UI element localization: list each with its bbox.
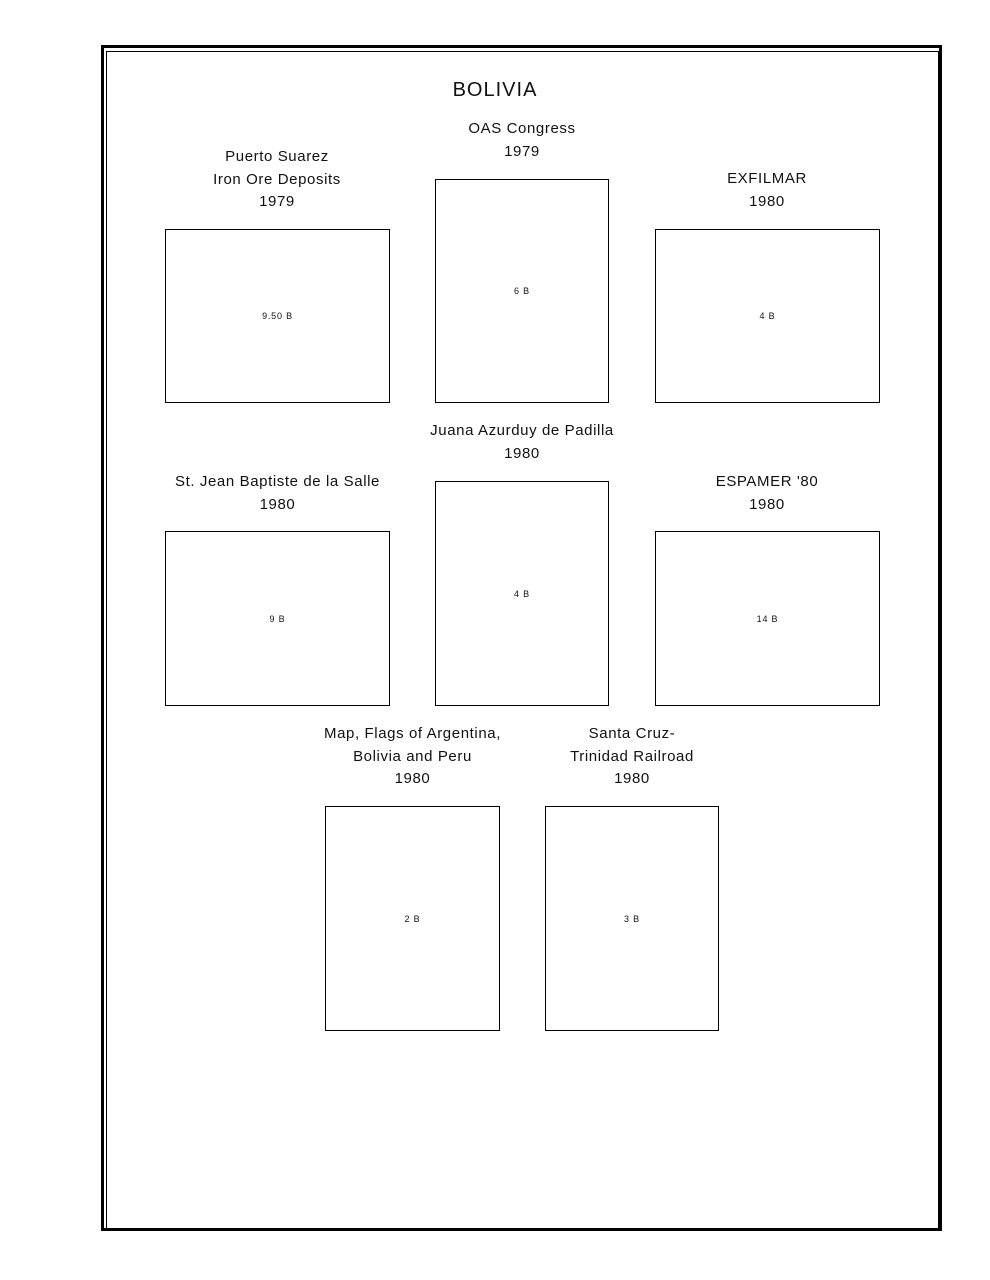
- caption-line: 1980: [394, 770, 431, 787]
- caption-line: Santa Cruz-: [588, 725, 676, 742]
- caption-line: 1980: [749, 495, 785, 513]
- stamp-value: 3 B: [624, 913, 640, 924]
- page-title: BOLIVIA: [452, 79, 538, 101]
- stamp-caption: [410, 118, 634, 163]
- stamp-value: 14 B: [756, 613, 779, 624]
- caption-line: ESPAMER '80: [715, 473, 819, 490]
- caption-line: 1980: [504, 444, 540, 462]
- stamp-mount-box: [655, 229, 880, 403]
- stamp-caption: [532, 723, 732, 791]
- caption-line: EXFILMAR: [727, 170, 807, 187]
- caption-line: 1979: [504, 142, 540, 160]
- stamp-mount-box: [435, 481, 609, 706]
- stamp-value: 4 B: [514, 588, 530, 599]
- stamp-mount-box: [325, 806, 500, 1031]
- caption-line: Puerto Suarez: [225, 148, 329, 165]
- stamp-mount-box: [435, 179, 609, 403]
- caption-line: Trinidad Railroad: [570, 747, 694, 765]
- caption-line: 1980: [749, 192, 785, 210]
- stamp-caption: [300, 723, 525, 791]
- stamp-value: 9.50 B: [262, 311, 293, 321]
- stamp-caption: [655, 471, 879, 516]
- stamp-mount-box: [655, 531, 880, 706]
- caption-line: 1979: [259, 193, 295, 210]
- caption-line: 1980: [614, 770, 650, 787]
- caption-line: Bolivia and Peru: [353, 747, 472, 765]
- stamp-caption: [655, 168, 879, 213]
- stamp-mount-box: [165, 229, 390, 403]
- stamp-value: 2 B: [404, 913, 421, 924]
- stamp-mount-box: [545, 806, 719, 1031]
- stamp-value: 4 B: [759, 311, 776, 321]
- caption-line: 1980: [259, 495, 296, 513]
- stamp-mount-box: [165, 531, 390, 706]
- caption-line: Map, Flags of Argentina,: [324, 725, 501, 742]
- caption-line: Juana Azurduy de Padilla: [430, 422, 614, 439]
- caption-line: Iron Ore Deposits: [213, 170, 341, 188]
- caption-line: OAS Congress: [468, 120, 576, 137]
- stamp-caption: [400, 420, 644, 465]
- stamp-value: 6 B: [514, 286, 530, 296]
- stamp-caption: [165, 146, 389, 214]
- caption-line: St. Jean Baptiste de la Salle: [174, 473, 381, 490]
- stamp-value: 9 B: [269, 613, 286, 624]
- stamp-caption: [155, 471, 400, 516]
